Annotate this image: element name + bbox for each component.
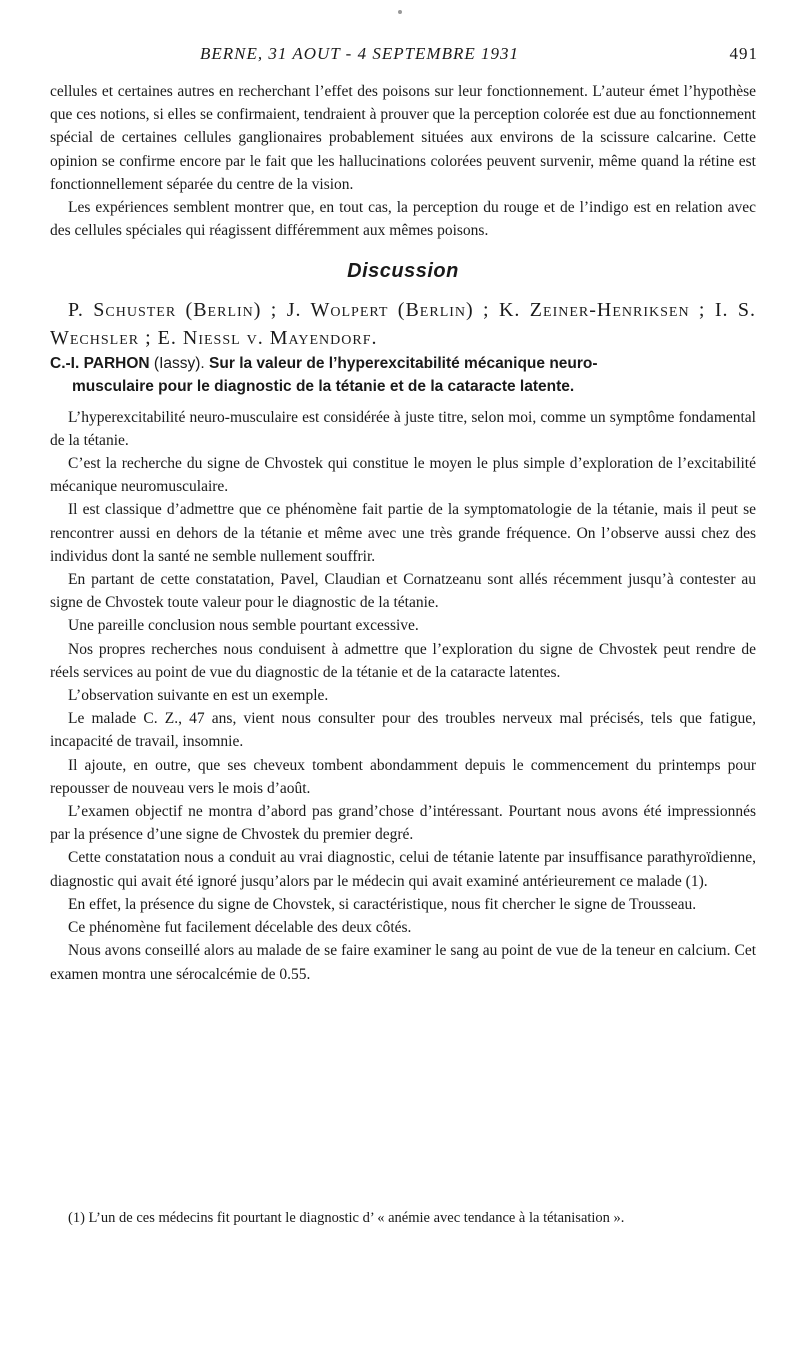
- paragraph: Nos propres recherches nous conduisent à admettre que l’exploration du signe de Chvostek peut rendre de réels services au point de vue du diagnostic de la tétanie et de la cataracte latentes.: [50, 640, 756, 681]
- paragraph: Une pareille conclusion nous semble pourtant excessive.: [68, 617, 419, 635]
- discussion-participants: P. Schuster (Berlin) ; J. Wolpert (Berlin) ; K. Zeiner-Henriksen ; I. S. Wechsler ; E. Niessl v. Mayendorf.: [50, 298, 756, 349]
- communication-title-line1: Sur la valeur de l’hyperexcitabilité mécanique neuro-: [209, 354, 598, 372]
- paragraph: Cette constatation nous a conduit au vrai diagnostic, celui de tétanie latente par insuffisance parathyroïdienne, diagnostic qui avait été ignoré jusqu’alors par le médecin qui avait examiné antérieurement ce malade (1).: [50, 849, 756, 890]
- communication-place: (Iassy).: [153, 354, 205, 372]
- communication-title-line2: musculaire pour le diagnostic de la tétanie et de la cataracte latente.: [72, 377, 575, 395]
- page-header: [50, 44, 758, 68]
- body-text: [50, 80, 756, 986]
- paragraph: L’observation suivante en est un exemple.: [68, 687, 329, 705]
- paragraph: cellules et certaines autres en recherchant l’effet des poisons sur leur fonctionnement. L’auteur émet l’hypothèse que ces notions, si elles se confirmaient, tendraient à prouver que la perception colorée est due au fonctionnement spécial de certaines cellules ganglionaires probablement situées aux environs de la scissure calcarine. Cette opinion se confirme encore par le fait que les hallucinations colorées peuvent survenir, même quand la rétine est fonctionnellement séparée du centre de la vision.: [50, 83, 756, 193]
- paragraph: L’hyperexcitabilité neuro-musculaire est considérée à juste titre, selon moi, comme un symptôme fondamental de la tétanie.: [50, 408, 756, 449]
- communication-title: [50, 352, 756, 398]
- footnote: (1) L’un de ces médecins fit pourtant le diagnostic d’ « anémie avec tendance à la tétanisation ».: [68, 1210, 625, 1226]
- communication-author: C.-I. PARHON: [50, 354, 150, 372]
- paragraph: En effet, la présence du signe de Chovstek, si caractéristique, nous fit chercher le signe de Trousseau.: [68, 895, 697, 913]
- scan-mark: [398, 10, 402, 14]
- paragraph: C’est la recherche du signe de Chvostek qui constitue le moyen le plus simple d’exploration de l’excitabilité mécanique neuromusculaire.: [50, 455, 756, 496]
- paragraph: Nous avons conseillé alors au malade de se faire examiner le sang au point de vue de la teneur en calcium. Cet examen montra une sérocalcémie de 0.55.: [50, 942, 756, 983]
- paragraph: Les expériences semblent montrer que, en tout cas, la perception du rouge et de l’indigo est en relation avec des cellules spéciales qui réagissent différemment aux mêmes poisons.: [50, 199, 756, 240]
- running-title: BERNE, 31 AOUT - 4 SEPTEMBRE 1931: [200, 44, 519, 63]
- paragraph: Il ajoute, en outre, que ses cheveux tombent abondamment depuis le commencement du printemps pour repousser de nouveau vers le mois d’août.: [50, 756, 756, 797]
- paragraph: Ce phénomène fut facilement décelable des deux côtés.: [68, 919, 412, 937]
- section-heading: Discussion: [347, 260, 459, 283]
- paragraph: En partant de cette constatation, Pavel, Claudian et Cornatzeanu sont allés récemment jusqu’à contester au signe de Chvostek toute valeur pour le diagnostic de la tétanie.: [50, 571, 756, 612]
- page-number: 491: [729, 44, 758, 63]
- paragraph: L’examen objectif ne montra d’abord pas grand’chose d’intéressant. Pourtant nous avons été impressionnés par la présence d’une signe de Chvostek du premier degré.: [50, 803, 756, 844]
- paragraph: Il est classique d’admettre que ce phénomène fait partie de la symptomatologie de la tétanie, mais il peut se rencontrer aussi en dehors de la tétanie et même avec une très grande fréquence. On l’observe aussi chez des individus dont la santé ne semble nullement souffrir.: [50, 501, 756, 565]
- paragraph: Le malade C. Z., 47 ans, vient nous consulter pour des troubles nerveux mal précisés, tels que fatigue, incapacité de travail, insomnie.: [50, 710, 756, 751]
